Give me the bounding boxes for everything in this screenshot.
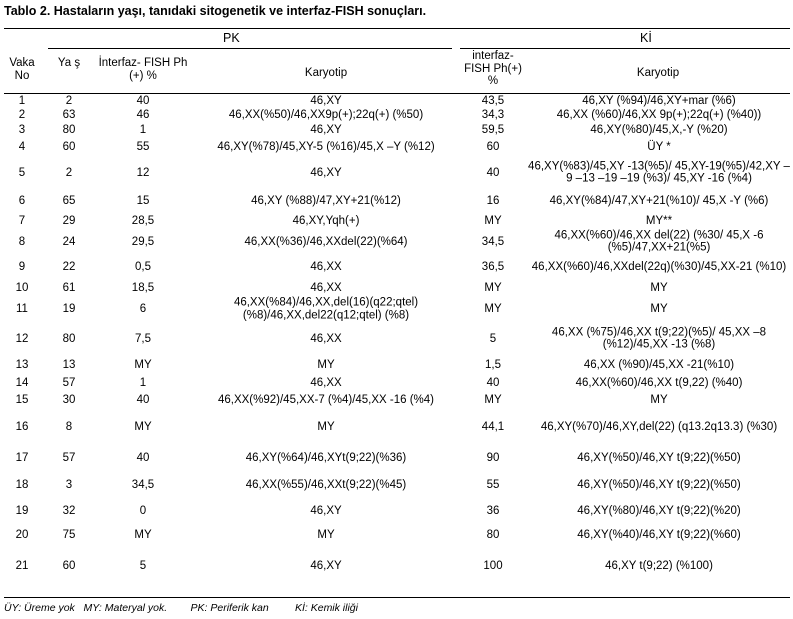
cell-pk-fish: 6 xyxy=(139,302,147,315)
cell-yas: 63 xyxy=(62,108,76,121)
cell-pk-fish: 34,5 xyxy=(131,478,155,491)
cell-pk-fish: 7,5 xyxy=(135,332,151,345)
table-row xyxy=(0,212,793,229)
cell-yas: 19 xyxy=(62,302,76,315)
group-underline-ki xyxy=(460,48,790,49)
cell-ki-karyotip: 46,XY(%40)/46,XY t(9;22)(%60) xyxy=(577,528,741,541)
cell-vaka-no: 17 xyxy=(15,451,29,464)
table-row xyxy=(0,108,793,122)
table-row xyxy=(0,189,793,212)
table-title: Tablo 2. Hastaların yaşı, tanıdaki sitogenetik ve interfaz-FISH sonuçları. xyxy=(4,4,427,18)
cell-yas: 32 xyxy=(62,504,76,517)
cell-yas: 57 xyxy=(62,451,76,464)
cell-ki-fish: 60 xyxy=(486,140,500,153)
cell-vaka-no: 14 xyxy=(15,376,29,389)
table-row xyxy=(0,355,793,375)
table-row xyxy=(0,156,793,189)
cell-vaka-no: 10 xyxy=(15,281,29,294)
cell-yas: 60 xyxy=(62,559,76,572)
cell-ki-karyotip: ÜY * xyxy=(647,140,671,153)
cell-pk-karyotip: 46,XY(%78)/45,XY-5 (%16)/45,X –Y (%12) xyxy=(217,140,435,153)
cell-ki-karyotip: 46,XY(%83)/45,XY -13(%5)/ 45,XY-19(%5)/42,XY –9 –13 –19 –19 (%3)/ 45,XY -16 (%4) xyxy=(528,160,790,185)
cell-pk-karyotip: 46,XY xyxy=(310,94,342,107)
cell-pk-karyotip: MY xyxy=(317,358,335,371)
cell-vaka-no: 11 xyxy=(16,302,28,315)
cell-pk-fish: MY xyxy=(134,358,152,371)
cell-pk-fish: 18,5 xyxy=(131,281,155,294)
cell-ki-fish: 59,5 xyxy=(481,123,505,136)
cell-pk-fish: 46 xyxy=(136,108,150,121)
cell-ki-fish: 16 xyxy=(486,194,500,207)
cell-yas: 57 xyxy=(62,376,76,389)
cell-yas: 13 xyxy=(62,358,76,371)
cell-ki-karyotip: 46,XY(%50)/46,XY t(9;22)(%50) xyxy=(577,451,741,464)
table-row xyxy=(0,375,793,390)
cell-pk-karyotip: 46,XX(%50)/46,XX9p(+);22q(+) (%50) xyxy=(228,108,424,121)
cell-pk-fish: 5 xyxy=(139,559,147,572)
cell-ki-karyotip: 46,XX (%90)/45,XX -21(%10) xyxy=(583,358,735,371)
cell-yas: 8 xyxy=(65,420,73,433)
cell-yas: 2 xyxy=(65,94,73,107)
cell-pk-fish: 15 xyxy=(136,194,150,207)
cell-ki-karyotip: MY xyxy=(650,302,668,315)
table-row xyxy=(0,322,793,355)
cell-vaka-no: 16 xyxy=(15,420,29,433)
cell-pk-fish: MY xyxy=(134,420,152,433)
cell-yas: 3 xyxy=(65,478,73,491)
cell-ki-karyotip: MY xyxy=(650,281,668,294)
cell-ki-fish: MY xyxy=(484,393,502,406)
table-row xyxy=(0,122,793,137)
cell-yas: 29 xyxy=(62,214,76,227)
cell-yas: 80 xyxy=(62,332,76,345)
table-row xyxy=(0,472,793,498)
table-row xyxy=(0,390,793,410)
table-row xyxy=(0,94,793,108)
table-row xyxy=(0,523,793,546)
cell-pk-karyotip: 46,XY xyxy=(310,559,342,572)
cell-ki-fish: 90 xyxy=(486,451,500,464)
table-row xyxy=(0,443,793,472)
cell-vaka-no: 2 xyxy=(18,108,26,121)
cell-ki-fish: 100 xyxy=(483,559,503,572)
cell-ki-fish: 34,5 xyxy=(481,235,505,248)
cell-pk-karyotip: 46,XX xyxy=(310,332,342,345)
header-vaka-no: Vaka No xyxy=(9,57,35,82)
header-ki-karyotip: Karyotip xyxy=(636,67,680,79)
cell-yas: 75 xyxy=(62,528,76,541)
header-yas: Ya ş xyxy=(57,57,81,69)
table-row xyxy=(0,410,793,443)
cell-vaka-no: 5 xyxy=(18,166,26,179)
cell-ki-fish: 40 xyxy=(486,166,500,179)
table-row xyxy=(0,229,793,254)
top-rule xyxy=(4,28,790,29)
cell-vaka-no: 4 xyxy=(18,140,26,153)
cell-ki-karyotip: 46,XX(%60)/46,XXdel(22q)(%30)/45,XX-21 (%10) xyxy=(531,260,787,273)
cell-pk-fish: 29,5 xyxy=(131,235,155,248)
cell-pk-fish: 40 xyxy=(136,393,150,406)
cell-ki-karyotip: 46,XX (%60)/46,XX 9p(+);22q(+) (%40)) xyxy=(556,108,762,121)
cell-pk-karyotip: 46,XX xyxy=(310,281,342,294)
cell-pk-fish: 28,5 xyxy=(131,214,155,227)
cell-vaka-no: 7 xyxy=(18,214,26,227)
cell-vaka-no: 12 xyxy=(15,332,29,345)
cell-pk-karyotip: 46,XY(%64)/46,XYt(9;22)(%36) xyxy=(245,451,407,464)
cell-vaka-no: 3 xyxy=(18,123,26,136)
table-row xyxy=(0,296,793,322)
cell-pk-fish: MY xyxy=(134,528,152,541)
table-row xyxy=(0,137,793,156)
table-row xyxy=(0,546,793,585)
cell-ki-fish: MY xyxy=(484,281,502,294)
cell-pk-fish: 0 xyxy=(139,504,147,517)
cell-pk-fish: 40 xyxy=(136,94,150,107)
cell-ki-fish: 34,3 xyxy=(481,108,505,121)
table-row xyxy=(0,498,793,523)
cell-yas: 2 xyxy=(65,166,73,179)
cell-ki-fish: 43,5 xyxy=(481,94,505,107)
cell-pk-fish: 12 xyxy=(136,166,150,179)
group-underline-pk xyxy=(48,48,452,49)
cell-pk-karyotip: 46,XX xyxy=(310,376,342,389)
cell-ki-fish: 55 xyxy=(486,478,500,491)
cell-ki-karyotip: 46,XY(%84)/47,XY+21(%10)/ 45,X -Y (%6) xyxy=(549,194,769,207)
cell-ki-fish: MY xyxy=(484,302,502,315)
cell-ki-karyotip: 46,XX(%60)/46,XX del(22) (%30/ 45,X -6 (%5)/47,XX+21(%5) xyxy=(554,229,764,254)
table-row xyxy=(0,254,793,279)
cell-pk-karyotip: 46,XX(%92)/45,XX-7 (%4)/45,XX -16 (%4) xyxy=(217,393,435,406)
cell-ki-karyotip: 46,XY t(9;22) (%100) xyxy=(605,559,713,572)
cell-vaka-no: 8 xyxy=(18,235,26,248)
cell-pk-karyotip: 46,XY xyxy=(310,123,342,136)
group-header-ki: Kİ xyxy=(640,31,652,45)
cell-pk-fish: 0,5 xyxy=(135,260,151,273)
cell-yas: 61 xyxy=(62,281,76,294)
header-pk-fish: İnterfaz- FISH Ph (+) % xyxy=(98,57,188,82)
cell-pk-fish: 1 xyxy=(139,376,147,389)
cell-pk-karyotip: 46,XX xyxy=(310,260,342,273)
cell-ki-karyotip: MY** xyxy=(645,214,673,227)
cell-vaka-no: 19 xyxy=(15,504,29,517)
cell-ki-fish: 40 xyxy=(486,376,500,389)
cell-ki-karyotip: 46,XY(%70)/46,XY,del(22) (q13.2q13.3) (%30) xyxy=(540,420,778,433)
cell-ki-fish: 36 xyxy=(486,504,500,517)
cell-ki-fish: MY xyxy=(484,214,502,227)
bottom-rule xyxy=(4,597,790,598)
cell-vaka-no: 13 xyxy=(15,358,29,371)
cell-pk-fish: 40 xyxy=(136,451,150,464)
table-row xyxy=(0,279,793,296)
cell-yas: 22 xyxy=(62,260,76,273)
cell-ki-karyotip: 46,XY(%80)/46,XY t(9;22)(%20) xyxy=(577,504,741,517)
cell-yas: 24 xyxy=(62,235,76,248)
cell-vaka-no: 15 xyxy=(15,393,29,406)
cell-vaka-no: 21 xyxy=(15,559,29,572)
cell-vaka-no: 9 xyxy=(18,260,26,273)
cell-ki-fish: 80 xyxy=(486,528,500,541)
cell-vaka-no: 1 xyxy=(18,94,26,107)
cell-pk-karyotip: 46,XY xyxy=(310,166,342,179)
cell-pk-karyotip: 46,XY (%88)/47,XY+21(%12) xyxy=(251,194,401,207)
cell-ki-karyotip: MY xyxy=(650,393,668,406)
cell-pk-karyotip: 46,XX(%84)/46,XX,del(16)(q22;qtel) (%8)/46,XX,del22(q12;qtel) (%8) xyxy=(233,296,419,321)
cell-ki-karyotip: 46,XY(%80)/45,X,-Y (%20) xyxy=(590,123,728,136)
cell-ki-fish: 1,5 xyxy=(485,358,501,371)
cell-ki-karyotip: 46,XX(%60)/46,XX t(9,22) (%40) xyxy=(575,376,743,389)
cell-ki-karyotip: 46,XY(%50)/46,XY t(9;22)(%50) xyxy=(577,478,741,491)
cell-ki-karyotip: 46,XX (%75)/46,XX t(9;22)(%5)/ 45,XX –8 (%12)/45,XX -13 (%8) xyxy=(551,326,767,351)
footnote: ÜY: Üreme yok MY: Materyal yok. PK: Periferik kan Kİ: Kemik iliği xyxy=(4,602,358,614)
cell-ki-fish: 44,1 xyxy=(481,420,505,433)
group-header-pk: PK xyxy=(223,31,240,45)
cell-pk-karyotip: 46,XY xyxy=(310,504,342,517)
cell-ki-fish: 36,5 xyxy=(481,260,505,273)
cell-pk-fish: 55 xyxy=(136,140,150,153)
cell-vaka-no: 6 xyxy=(18,194,26,207)
header-ki-fish: interfaz-FISH Ph(+) % xyxy=(464,50,522,87)
cell-ki-karyotip: 46,XY (%94)/46,XY+mar (%6) xyxy=(582,94,736,107)
cell-yas: 65 xyxy=(62,194,76,207)
cell-pk-karyotip: 46,XX(%55)/46,XXt(9;22)(%45) xyxy=(245,478,407,491)
cell-yas: 80 xyxy=(62,123,76,136)
cell-yas: 30 xyxy=(62,393,76,406)
cell-ki-fish: 5 xyxy=(489,332,497,345)
cell-pk-karyotip: 46,XY,Yqh(+) xyxy=(292,214,360,227)
cell-pk-karyotip: MY xyxy=(317,420,335,433)
cell-vaka-no: 20 xyxy=(15,528,29,541)
cell-yas: 60 xyxy=(62,140,76,153)
cell-pk-karyotip: MY xyxy=(317,528,335,541)
header-pk-karyotip: Karyotip xyxy=(304,67,348,79)
cell-pk-fish: 1 xyxy=(139,123,147,136)
cell-pk-karyotip: 46,XX(%36)/46,XXdel(22)(%64) xyxy=(244,235,408,248)
cell-vaka-no: 18 xyxy=(15,478,29,491)
